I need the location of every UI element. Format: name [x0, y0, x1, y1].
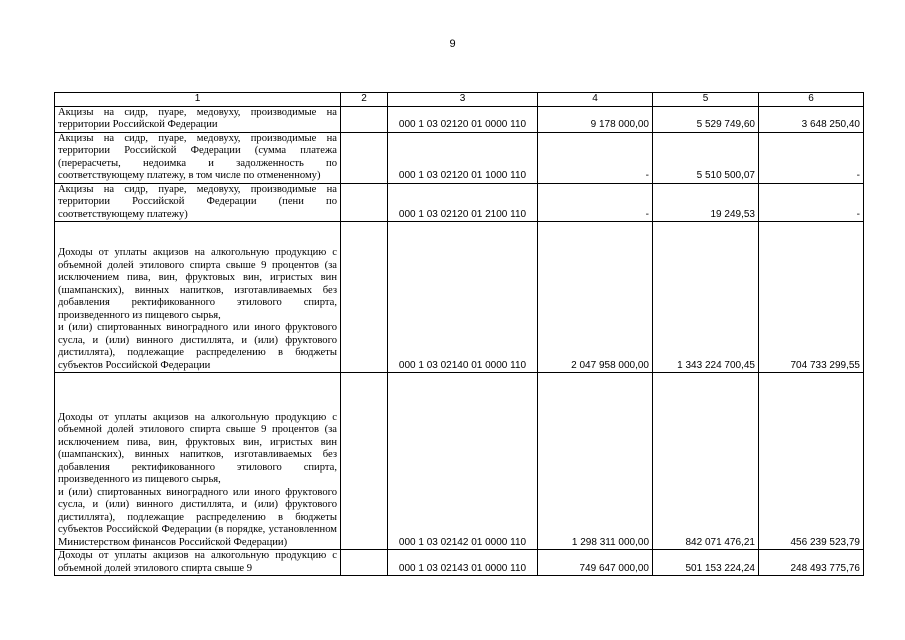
row-column-2: [341, 373, 388, 550]
row-code: 000 1 03 02140 01 0000 110: [388, 222, 538, 373]
row-description: Акцизы на сидр, пуаре, медовуху, производимые на территории Российской Федерации (пени по соответствующему платежу): [55, 183, 341, 222]
row-column-2: [341, 222, 388, 373]
column-header: 4: [538, 93, 653, 107]
table-row: [55, 373, 864, 550]
table-row: [55, 550, 864, 576]
row-value-6: -: [759, 183, 864, 222]
table-header-row: [55, 93, 864, 107]
row-description: Доходы от уплаты акцизов на алкогольную продукцию с объемной долей этилового спирта свыше 9 процентов (за исключением пива, вин, фруктовых вин, игристых вин (шампанских), винных напитков, изготавливаемых без добавления ректификованного этилового спирта, произведенного из пищевого сырья, и (или) спиртованных виноградного или иного фруктового сусла, и (или) винного дистиллята, и (или) фруктового дистиллята), подлежащие распределению в бюджеты субъектов Российской Федерации (в порядке, установленном Министерством финансов Российской Федерации): [55, 373, 341, 550]
revenue-table: [54, 92, 864, 576]
row-value-4: -: [538, 132, 653, 183]
row-column-2: [341, 183, 388, 222]
row-value-4: 2 047 958 000,00: [538, 222, 653, 373]
row-value-4: 9 178 000,00: [538, 106, 653, 132]
column-header: 1: [55, 93, 341, 107]
row-value-5: 5 510 500,07: [653, 132, 759, 183]
row-column-2: [341, 132, 388, 183]
table-row: [55, 132, 864, 183]
row-value-5: 1 343 224 700,45: [653, 222, 759, 373]
row-value-5: 842 071 476,21: [653, 373, 759, 550]
row-value-5: 5 529 749,60: [653, 106, 759, 132]
row-column-2: [341, 550, 388, 576]
row-value-4: -: [538, 183, 653, 222]
row-column-2: [341, 106, 388, 132]
row-value-6: 248 493 775,76: [759, 550, 864, 576]
row-value-5: 19 249,53: [653, 183, 759, 222]
row-description: Доходы от уплаты акцизов на алкогольную продукцию с объемной долей этилового спирта свыше 9: [55, 550, 341, 576]
row-code: 000 1 03 02142 01 0000 110: [388, 373, 538, 550]
row-value-6: 704 733 299,55: [759, 222, 864, 373]
column-header: 6: [759, 93, 864, 107]
column-header: 3: [388, 93, 538, 107]
row-code: 000 1 03 02143 01 0000 110: [388, 550, 538, 576]
row-code: 000 1 03 02120 01 2100 110: [388, 183, 538, 222]
column-header: 5: [653, 93, 759, 107]
page-number: 9: [449, 38, 456, 50]
column-header: 2: [341, 93, 388, 107]
row-code: 000 1 03 02120 01 0000 110: [388, 106, 538, 132]
row-value-5: 501 153 224,24: [653, 550, 759, 576]
table-row: [55, 106, 864, 132]
row-value-4: 1 298 311 000,00: [538, 373, 653, 550]
row-description: Доходы от уплаты акцизов на алкогольную продукцию с объемной долей этилового спирта свыше 9 процентов (за исключением пива, вин, фруктовых вин, игристых вин (шампанских), винных напитков, изготавливаемых без добавления ректификованного этилового спирта, произведенного из пищевого сырья, и (или) спиртованных виноградного или иного фруктового сусла, и (или) винного дистиллята, и (или) фруктового дистиллята), подлежащие распределению в бюджеты субъектов Российской Федерации: [55, 222, 341, 373]
table-row: [55, 183, 864, 222]
table-row: [55, 222, 864, 373]
row-description: Акцизы на сидр, пуаре, медовуху, производимые на территории Российской Федерации (сумма платежа (перерасчеты, недоимка и задолженность по соответствующему платежу, в том числе по отмененному): [55, 132, 341, 183]
row-value-6: 3 648 250,40: [759, 106, 864, 132]
row-code: 000 1 03 02120 01 1000 110: [388, 132, 538, 183]
row-value-4: 749 647 000,00: [538, 550, 653, 576]
row-description: Акцизы на сидр, пуаре, медовуху, производимые на территории Российской Федерации: [55, 106, 341, 132]
row-value-6: 456 239 523,79: [759, 373, 864, 550]
row-value-6: -: [759, 132, 864, 183]
